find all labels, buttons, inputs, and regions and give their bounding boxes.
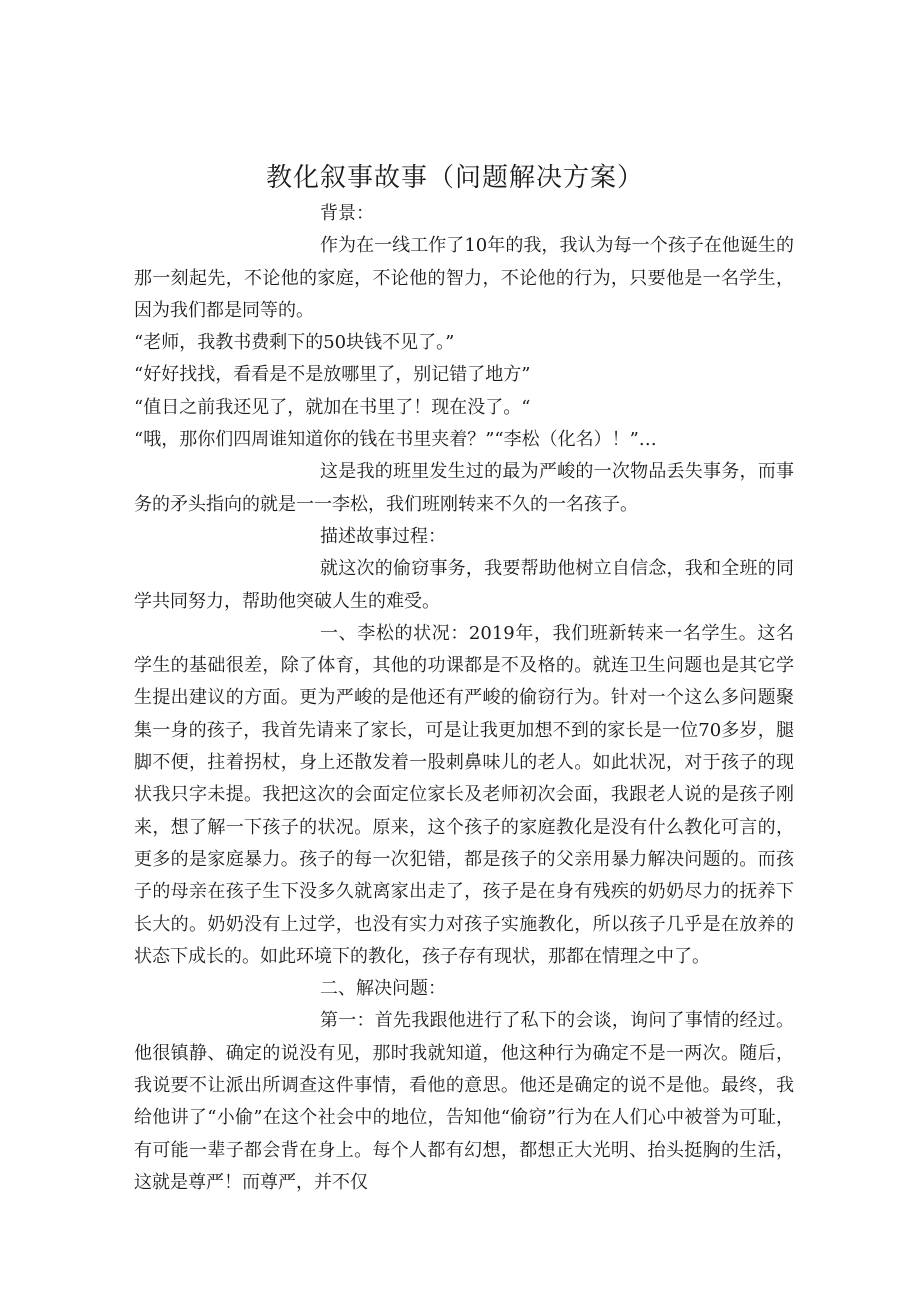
dialogue-line: “值日之前我还见了，就加在书里了！现在没了。“ xyxy=(134,396,531,418)
section-heading-background: 背景： xyxy=(320,203,374,224)
section-heading-process: 描述故事过程： xyxy=(320,525,446,547)
paragraph-intro: 作为在一线工作了10年的我，我认为每一个孩子在他诞生的那一刻起先，不论他的家庭，不论他的智力，不论他的行为，只要他是一名学生，因为我们都是同等的。 xyxy=(134,235,794,321)
dialogue-line: “哦，那你们四周谁知道你的钱在书里夹着？”“李松（化名）！”… xyxy=(134,429,657,451)
paragraph-step-one: 第一：首先我跟他进行了私下的会谈，询问了事情的经过。他很镇静、确定的说没有见，那时我就知道，他这种行为确定不是一两次。随后，我说要不让派出所调查这件事情，看他的意思。他还是确定的说不是他。最终，我给他讲了“小偷”在这个社会中的地位，告知他“偷窃”行为在人们心中被誉为可耻，有可能一辈子都会背在身上。每个人都有幻想，都想正大光明、抬头挺胸的生活，这就是尊严！而尊严，并不仅 xyxy=(134,1010,794,1193)
dialogue-line: “好好找找，看看是不是放哪里了，别记错了地方” xyxy=(134,364,531,386)
paragraph-situation: 一、李松的状况：2019年，我们班新转来一名学生。这名学生的基础很差，除了体育，其他的功课都是不及格的。就连卫生问题也是其它学生提出建议的方面。更为严峻的是他还有严峻的偷窃行为。针对一个这么多问题聚集一身的孩子，我首先请来了家长，可是让我更加想不到的家长是一位70多岁，腿脚不便，拄着拐杖，身上还散发着一股刺鼻味儿的老人。如此状况，对于孩子的现状我只字未提。我把这次的会面定位家长及老师初次会面，我跟老人说的是孩子刚来，想了解一下孩子的状况。原来，这个孩子的家庭教化是没有什么教化可言的，更多的是家庭暴力。孩子的每一次犯错，都是孩子的父亲用暴力解决问题的。而孩子的母亲在孩子生下没多久就离家出走了，孩子是在身有残疾的奶奶尽力的抚养下长大的。奶奶没有上过学，也没有实力对孩子实施教化，所以孩子几乎是在放养的状态下成长的。如此环境下的教化，孩子存有现状，那都在情理之中了。 xyxy=(134,622,794,967)
dialogue-line: “老师，我教书费剩下的50块钱不见了。” xyxy=(134,332,455,354)
section-heading-solution: 二、解决问题： xyxy=(320,978,446,1000)
document-title: 教化叙事故事（问题解决方案） xyxy=(265,163,644,193)
paragraph-goal: 就这次的偷窃事务，我要帮助他树立自信念，我和全班的同学共同努力，帮助他突破人生的难受。 xyxy=(134,558,794,612)
document-body xyxy=(134,198,794,1199)
paragraph-incident: 这是我的班里发生过的最为严峻的一次物品丢失事务，而事务的矛头指向的就是一一李松，我们班刚转来不久的一名孩子。 xyxy=(134,461,794,515)
